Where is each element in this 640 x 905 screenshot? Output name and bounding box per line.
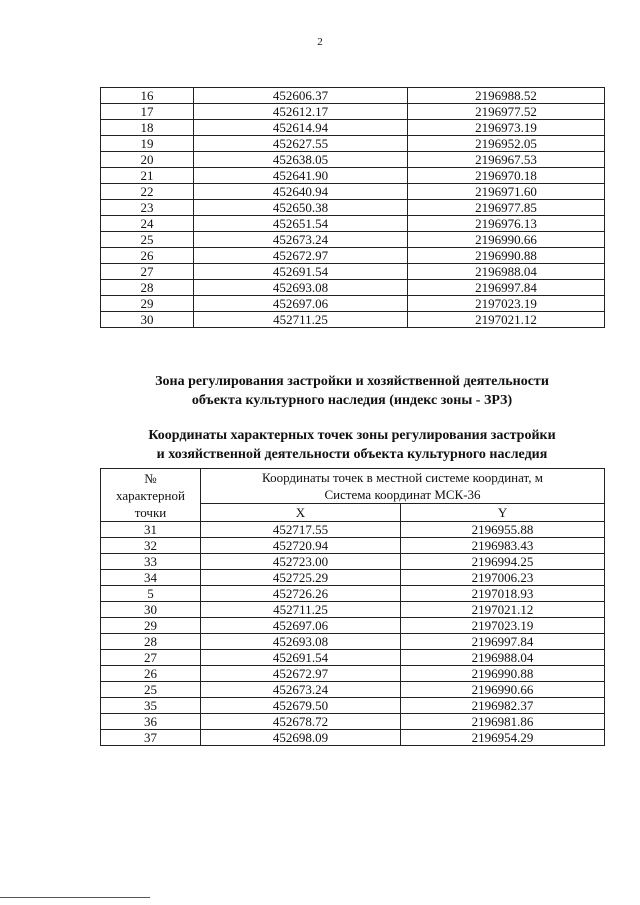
- y-coordinate-cell: 2196997.84: [401, 634, 605, 650]
- coords-heading-line2: и хозяйственной деятельности объекта культурного наследия: [156, 447, 548, 462]
- y-coordinate-cell: 2196973.19: [408, 120, 605, 136]
- y-coordinate-cell: 2196954.29: [401, 730, 605, 746]
- point-number-header: [101, 469, 201, 522]
- table-row: [101, 602, 605, 618]
- point-number-cell: 19: [101, 136, 194, 152]
- y-coordinate-cell: 2196982.37: [401, 698, 605, 714]
- coordinates-header: [201, 469, 605, 504]
- point-number-cell: 16: [101, 88, 194, 104]
- point-number-cell: 20: [101, 152, 194, 168]
- point-number-cell: 36: [101, 714, 201, 730]
- table2-body: [101, 522, 605, 746]
- y-coordinate-cell: 2196967.53: [408, 152, 605, 168]
- point-number-cell: 33: [101, 554, 201, 570]
- y-coordinate-cell: 2196970.18: [408, 168, 605, 184]
- table-row: [101, 120, 605, 136]
- x-coordinate-cell: 452711.25: [194, 312, 408, 328]
- x-coordinate-cell: 452697.06: [201, 618, 401, 634]
- zone-heading: [100, 372, 604, 410]
- point-number-cell: 31: [101, 522, 201, 538]
- x-coordinate-cell: 452672.97: [201, 666, 401, 682]
- x-coordinate-cell: 452697.06: [194, 296, 408, 312]
- point-number-cell: 32: [101, 538, 201, 554]
- point-number-cell: 25: [101, 232, 194, 248]
- x-coordinate-cell: 452691.54: [194, 264, 408, 280]
- table-row: [101, 104, 605, 120]
- point-number-header-line1: №: [144, 470, 157, 486]
- point-number-cell: 35: [101, 698, 201, 714]
- x-coordinate-cell: 452672.97: [194, 248, 408, 264]
- y-coordinate-cell: 2197018.93: [401, 586, 605, 602]
- coords-heading-line1: Координаты характерных точек зоны регулирования застройки: [148, 428, 556, 443]
- table-row: [101, 248, 605, 264]
- x-coordinate-cell: 452606.37: [194, 88, 408, 104]
- y-coordinate-cell: 2197023.19: [401, 618, 605, 634]
- point-number-cell: 25: [101, 682, 201, 698]
- table-row: [101, 168, 605, 184]
- x-coordinate-cell: 452650.38: [194, 200, 408, 216]
- table-row: [101, 296, 605, 312]
- x-coordinate-cell: 452691.54: [201, 650, 401, 666]
- point-number-cell: 28: [101, 280, 194, 296]
- x-coordinate-cell: 452726.26: [201, 586, 401, 602]
- y-coordinate-cell: 2196983.43: [401, 538, 605, 554]
- point-number-cell: 30: [101, 602, 201, 618]
- table-row: [101, 216, 605, 232]
- y-coordinate-cell: 2197006.23: [401, 570, 605, 586]
- table-row: [101, 586, 605, 602]
- x-coordinate-cell: 452673.24: [194, 232, 408, 248]
- point-number-header-line3: точки: [134, 504, 167, 520]
- x-coordinate-cell: 452641.90: [194, 168, 408, 184]
- x-coordinate-cell: 452614.94: [194, 120, 408, 136]
- point-number-cell: 23: [101, 200, 194, 216]
- y-coordinate-cell: 2196990.88: [408, 248, 605, 264]
- page-number: 2: [317, 36, 323, 48]
- y-coordinate-cell: 2197021.12: [401, 602, 605, 618]
- table-row: [101, 730, 605, 746]
- y-coordinate-cell: 2196981.86: [401, 714, 605, 730]
- x-header: X: [201, 504, 401, 522]
- y-coordinate-cell: 2196976.13: [408, 216, 605, 232]
- table-row: [101, 570, 605, 586]
- y-coordinate-cell: 2196990.66: [408, 232, 605, 248]
- table-row: [101, 714, 605, 730]
- table-row: [101, 88, 605, 104]
- table-row: [101, 634, 605, 650]
- y-coordinate-cell: 2196990.88: [401, 666, 605, 682]
- zrz-coordinates-table: [100, 468, 605, 746]
- y-coordinate-cell: 2196988.04: [408, 264, 605, 280]
- table1-body: [101, 88, 605, 328]
- table-row: [101, 618, 605, 634]
- point-number-header-line2: характерной: [116, 487, 185, 503]
- y-coordinate-cell: 2196971.60: [408, 184, 605, 200]
- y-coordinate-cell: 2196994.25: [401, 554, 605, 570]
- table-row: [101, 136, 605, 152]
- y-coordinate-cell: 2196977.85: [408, 200, 605, 216]
- zone-heading-line2: объекта культурного наследия (индекс зоны - ЗРЗ): [191, 393, 513, 408]
- table-row: [101, 522, 605, 538]
- x-coordinate-cell: 452638.05: [194, 152, 408, 168]
- x-coordinate-cell: 452693.08: [194, 280, 408, 296]
- point-number-cell: 18: [101, 120, 194, 136]
- point-number-cell: 30: [101, 312, 194, 328]
- table-row: [101, 152, 605, 168]
- table-row: [101, 538, 605, 554]
- y-coordinate-cell: 2196955.88: [401, 522, 605, 538]
- table-row: [101, 232, 605, 248]
- x-coordinate-cell: 452678.72: [201, 714, 401, 730]
- footer-divider: [0, 897, 150, 898]
- x-coordinate-cell: 452627.55: [194, 136, 408, 152]
- x-coordinate-cell: 452651.54: [194, 216, 408, 232]
- point-number-cell: 27: [101, 650, 201, 666]
- table-row: [101, 554, 605, 570]
- x-coordinate-cell: 452717.55: [201, 522, 401, 538]
- table-row: [101, 650, 605, 666]
- x-coordinate-cell: 452720.94: [201, 538, 401, 554]
- x-coordinate-cell: 452711.25: [201, 602, 401, 618]
- point-number-cell: 26: [101, 666, 201, 682]
- y-coordinate-cell: 2196952.05: [408, 136, 605, 152]
- point-number-cell: 17: [101, 104, 194, 120]
- x-coordinate-cell: 452679.50: [201, 698, 401, 714]
- coordinates-table-continued: [100, 87, 605, 328]
- x-coordinate-cell: 452723.00: [201, 554, 401, 570]
- coords-heading: [100, 426, 604, 464]
- point-number-cell: 29: [101, 618, 201, 634]
- table-row: [101, 698, 605, 714]
- y-coordinate-cell: 2196997.84: [408, 280, 605, 296]
- table-row: [101, 200, 605, 216]
- point-number-cell: 21: [101, 168, 194, 184]
- table-row: [101, 682, 605, 698]
- point-number-cell: 27: [101, 264, 194, 280]
- coordinates-header-line2: Система координат МСК-36: [324, 487, 481, 502]
- table-row: [101, 312, 605, 328]
- point-number-cell: 26: [101, 248, 194, 264]
- table-row: [101, 666, 605, 682]
- x-coordinate-cell: 452725.29: [201, 570, 401, 586]
- y-coordinate-cell: 2197023.19: [408, 296, 605, 312]
- point-number-cell: 22: [101, 184, 194, 200]
- point-number-cell: 37: [101, 730, 201, 746]
- y-coordinate-cell: 2196990.66: [401, 682, 605, 698]
- point-number-cell: 29: [101, 296, 194, 312]
- x-coordinate-cell: 452673.24: [201, 682, 401, 698]
- x-coordinate-cell: 452640.94: [194, 184, 408, 200]
- point-number-cell: 28: [101, 634, 201, 650]
- y-header: Y: [401, 504, 605, 522]
- y-coordinate-cell: 2196977.52: [408, 104, 605, 120]
- x-coordinate-cell: 452698.09: [201, 730, 401, 746]
- y-coordinate-cell: 2196988.04: [401, 650, 605, 666]
- y-coordinate-cell: 2196988.52: [408, 88, 605, 104]
- zone-heading-line1: Зона регулирования застройки и хозяйственной деятельности: [155, 374, 549, 389]
- point-number-cell: 24: [101, 216, 194, 232]
- point-number-cell: 5: [101, 586, 201, 602]
- table-row: [101, 184, 605, 200]
- coordinates-header-line1: Координаты точек в местной системе координат, м: [262, 470, 543, 485]
- x-coordinate-cell: 452693.08: [201, 634, 401, 650]
- y-coordinate-cell: 2197021.12: [408, 312, 605, 328]
- point-number-cell: 34: [101, 570, 201, 586]
- x-coordinate-cell: 452612.17: [194, 104, 408, 120]
- table-row: [101, 264, 605, 280]
- table-row: [101, 280, 605, 296]
